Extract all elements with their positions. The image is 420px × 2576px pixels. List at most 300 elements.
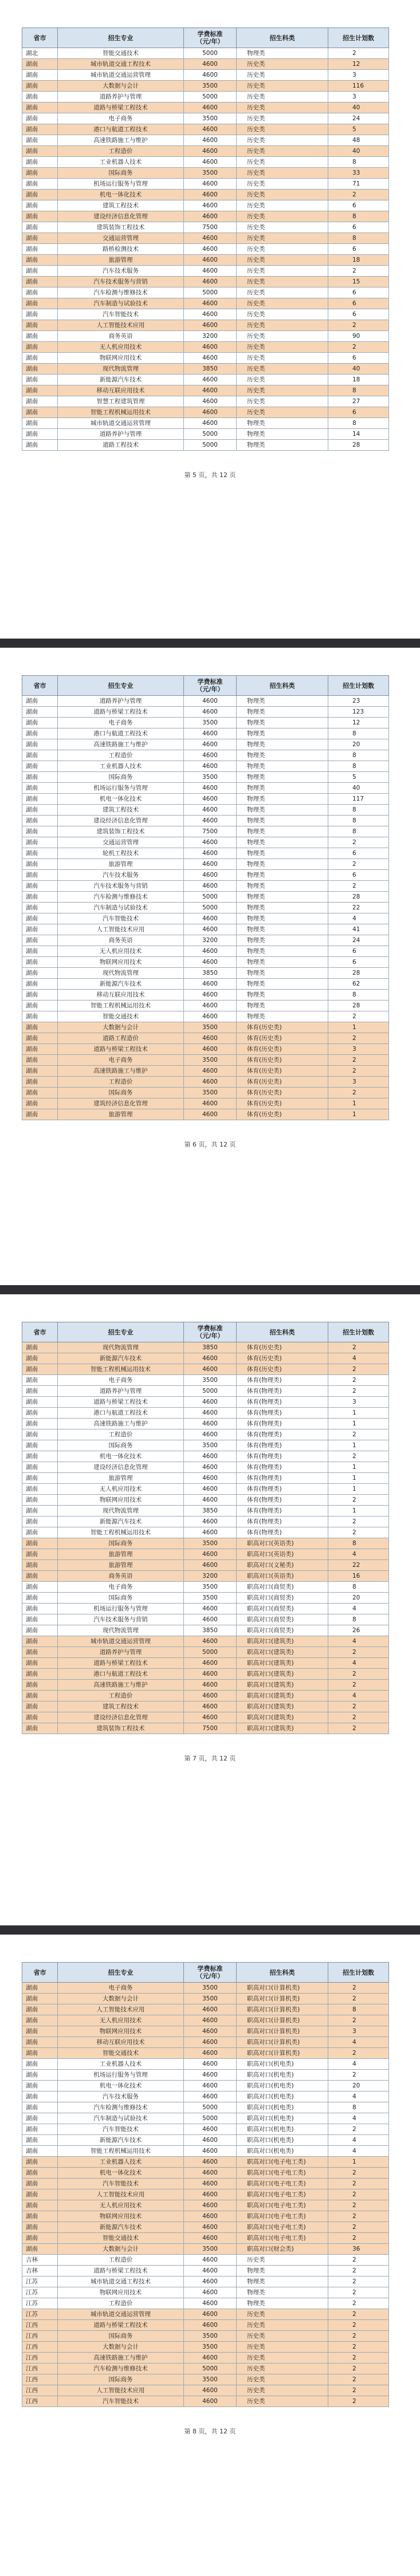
- category-cell: 体育(历史类): [237, 1066, 328, 1077]
- category-cell: 物理类: [237, 718, 328, 728]
- major-cell: 工程造价: [58, 1691, 184, 1701]
- tuition-cell: 4600: [184, 396, 237, 407]
- category-cell: 历史类: [237, 124, 328, 135]
- document-page: [0, 0, 420, 639]
- province-cell: 湖南: [22, 2146, 58, 2157]
- table-row: [22, 739, 389, 750]
- table-row: [22, 309, 389, 320]
- table-row: [22, 1983, 389, 1994]
- major-cell: 建筑装饰工程技术: [58, 222, 184, 233]
- province-cell: 湖南: [22, 1033, 58, 1044]
- table-row: [22, 1397, 389, 1408]
- quota-cell: 2: [328, 1495, 389, 1506]
- table-row: [22, 1517, 389, 1527]
- category-cell: 物理类: [237, 903, 328, 913]
- column-header: 省市: [22, 676, 58, 696]
- category-cell: 职高对口(建筑类): [237, 1658, 328, 1669]
- category-cell: 历史类: [237, 222, 328, 233]
- tuition-cell: 4600: [184, 1429, 237, 1440]
- tuition-cell: 7500: [184, 1723, 237, 1734]
- tuition-cell: 3850: [184, 1625, 237, 1636]
- table-row: [22, 772, 389, 783]
- tuition-cell: 4600: [184, 913, 237, 924]
- major-cell: 电子商务: [58, 1983, 184, 1994]
- category-cell: 体育(历史类): [237, 1088, 328, 1098]
- quota-cell: 2: [328, 2266, 389, 2276]
- major-cell: 汽车技术服务与营销: [58, 1614, 184, 1625]
- tuition-cell: 5000: [184, 1647, 237, 1658]
- table-row: [22, 135, 389, 146]
- quota-cell: 6: [328, 957, 389, 968]
- tuition-cell: 4600: [184, 320, 237, 331]
- tuition-cell: 7500: [184, 222, 237, 233]
- table-row: [22, 2298, 389, 2309]
- quota-cell: 2: [328, 1517, 389, 1527]
- category-cell: 物理类: [237, 794, 328, 805]
- tuition-cell: 3500: [184, 1055, 237, 1066]
- category-cell: 体育(物理类): [237, 1517, 328, 1527]
- major-cell: 物联网应用技术: [58, 2211, 184, 2222]
- category-cell: 物理类: [237, 968, 328, 979]
- major-cell: 城市轨道交通运营管理: [58, 1636, 184, 1647]
- major-cell: 国际商务: [58, 772, 184, 783]
- table-row: [22, 396, 389, 407]
- category-cell: 体育(历史类): [237, 1342, 328, 1353]
- tuition-cell: 3500: [184, 1994, 237, 2004]
- tuition-cell: 4600: [184, 1680, 237, 1691]
- tuition-cell: 3500: [184, 2374, 237, 2385]
- quota-cell: 8: [328, 1614, 389, 1625]
- table-row: [22, 1033, 389, 1044]
- province-cell: 湖南: [22, 968, 58, 979]
- tuition-cell: 5000: [184, 287, 237, 298]
- major-cell: 人工智能技术应用: [58, 2385, 184, 2396]
- major-cell: 工业机器人技术: [58, 761, 184, 772]
- major-cell: 路桥检测技术: [58, 244, 184, 255]
- quota-cell: 24: [328, 935, 389, 946]
- tuition-cell: 4600: [184, 2026, 237, 2037]
- quota-cell: 2: [328, 881, 389, 892]
- category-cell: 职高对口(建筑类): [237, 1691, 328, 1701]
- table-row: [22, 2048, 389, 2059]
- province-cell: 湖南: [22, 135, 58, 146]
- major-cell: 旅游管理: [58, 1560, 184, 1571]
- province-cell: 湖南: [22, 848, 58, 859]
- tuition-cell: 3500: [184, 1582, 237, 1593]
- major-cell: 建筑工程技术: [58, 200, 184, 211]
- table-row: [22, 1044, 389, 1055]
- quota-cell: 40: [328, 364, 389, 375]
- major-cell: 汽车智能技术: [58, 2124, 184, 2135]
- province-cell: 湖南: [22, 750, 58, 761]
- province-cell: 湖南: [22, 1342, 58, 1353]
- category-cell: 职高对口(计算机类): [237, 2037, 328, 2048]
- tuition-cell: 4600: [184, 1408, 237, 1419]
- province-cell: 湖南: [22, 1538, 58, 1549]
- major-cell: 道路养护与管理: [58, 1386, 184, 1397]
- major-cell: 建筑经济信息化管理: [58, 1098, 184, 1109]
- province-cell: 湖南: [22, 696, 58, 707]
- major-cell: 高速铁路施工与维护: [58, 1066, 184, 1077]
- quota-cell: 5: [328, 124, 389, 135]
- province-cell: 湖南: [22, 990, 58, 1001]
- province-cell: 湖南: [22, 728, 58, 739]
- tuition-cell: 4600: [184, 2287, 237, 2298]
- table-row: [22, 2015, 389, 2026]
- tuition-cell: 4600: [184, 979, 237, 990]
- quota-cell: 1: [328, 1506, 389, 1517]
- quota-cell: 2: [328, 2179, 389, 2189]
- category-cell: 物理类: [237, 772, 328, 783]
- major-cell: 汽车技术服务与营销: [58, 277, 184, 287]
- quota-cell: 48: [328, 135, 389, 146]
- quota-cell: 6: [328, 870, 389, 881]
- table-row: [22, 244, 389, 255]
- province-cell: 湖南: [22, 2059, 58, 2070]
- category-cell: 体育(物理类): [237, 1462, 328, 1473]
- category-cell: 历史类: [237, 233, 328, 244]
- tuition-cell: 4600: [184, 1712, 237, 1723]
- major-cell: 物联网应用技术: [58, 1495, 184, 1506]
- category-cell: 物理类: [237, 429, 328, 440]
- table-row: [22, 2113, 389, 2124]
- major-cell: 国际商务: [58, 1088, 184, 1098]
- quota-cell: 22: [328, 903, 389, 913]
- major-cell: 汽车技术服务: [58, 870, 184, 881]
- tuition-cell: 4600: [184, 728, 237, 739]
- tuition-cell: 4600: [184, 1691, 237, 1701]
- category-cell: 历史类: [237, 266, 328, 277]
- quota-cell: 2: [328, 837, 389, 848]
- quota-cell: 6: [328, 222, 389, 233]
- province-cell: 湖南: [22, 59, 58, 70]
- province-cell: 江西: [22, 2364, 58, 2374]
- major-cell: 电子商务: [58, 1582, 184, 1593]
- table-row: [22, 805, 389, 816]
- table-row: [22, 1419, 389, 1429]
- table-row: [22, 707, 389, 718]
- major-cell: 旅游管理: [58, 255, 184, 266]
- major-cell: 电子商务: [58, 1375, 184, 1386]
- tuition-cell: 4600: [184, 881, 237, 892]
- page-footer: 第 8 页，共 12 页: [184, 2428, 236, 2435]
- table-row: [22, 957, 389, 968]
- tuition-cell: 4600: [184, 1077, 237, 1088]
- quota-cell: 3: [328, 2026, 389, 2037]
- table-row: [22, 168, 389, 179]
- category-cell: 职高对口(财会类): [237, 2244, 328, 2255]
- tuition-cell: 4600: [184, 2135, 237, 2146]
- table-row: [22, 968, 389, 979]
- tuition-cell: 4600: [184, 707, 237, 718]
- quota-cell: 3: [328, 1077, 389, 1088]
- major-cell: 现代物流管理: [58, 1506, 184, 1517]
- tuition-cell: 4600: [184, 190, 237, 200]
- tuition-cell: 4600: [184, 2048, 237, 2059]
- major-cell: 新能源汽车技术: [58, 1353, 184, 1364]
- major-cell: 建设经济信息化管理: [58, 211, 184, 222]
- tuition-cell: 3500: [184, 1022, 237, 1033]
- province-cell: 湖南: [22, 2070, 58, 2081]
- tuition-cell: 4600: [184, 103, 237, 113]
- table-row: [22, 1408, 389, 1419]
- province-cell: 湖南: [22, 1983, 58, 1994]
- quota-cell: 20: [328, 1593, 389, 1604]
- major-cell: 人工智能技术应用: [58, 2004, 184, 2015]
- category-cell: 职高对口(电子电工类): [237, 2233, 328, 2244]
- document-page: [0, 1935, 420, 2576]
- major-cell: 港口与航道工程技术: [58, 1408, 184, 1419]
- major-cell: 道路养护与管理: [58, 429, 184, 440]
- quota-cell: 8: [328, 418, 389, 429]
- tuition-cell: 4600: [184, 2385, 237, 2396]
- major-cell: 道路与桥梁工程技术: [58, 103, 184, 113]
- quota-cell: 4: [328, 1691, 389, 1701]
- table-row: [22, 1680, 389, 1691]
- quota-cell: 4: [328, 913, 389, 924]
- major-cell: 智能工程机械运用技术: [58, 2146, 184, 2157]
- tuition-cell: 4600: [184, 946, 237, 957]
- province-cell: 湖南: [22, 794, 58, 805]
- tuition-cell: 5000: [184, 440, 237, 451]
- table-row: [22, 2059, 389, 2070]
- table-row: [22, 298, 389, 309]
- category-cell: 历史类: [237, 331, 328, 342]
- tuition-cell: 4600: [184, 2276, 237, 2287]
- column-header: 省市: [22, 1322, 58, 1342]
- major-cell: 城市轨道交通工程技术: [58, 59, 184, 70]
- table-header-row: [22, 676, 389, 696]
- category-cell: 职高对口(建筑类): [237, 1712, 328, 1723]
- major-cell: 旅游管理: [58, 859, 184, 870]
- tuition-cell: 4600: [184, 2081, 237, 2091]
- table-row: [22, 2189, 389, 2200]
- table-row: [22, 2374, 389, 2385]
- major-cell: 建设经济信息化管理: [58, 1712, 184, 1723]
- province-cell: 湖南: [22, 2113, 58, 2124]
- category-cell: 物理类: [237, 935, 328, 946]
- province-cell: 湖南: [22, 211, 58, 222]
- column-header: 招生计划数: [328, 28, 389, 48]
- category-cell: 职高对口(计算机类): [237, 1983, 328, 1994]
- province-cell: 湖南: [22, 287, 58, 298]
- quota-cell: 20: [328, 739, 389, 750]
- category-cell: 体育(历史类): [237, 1033, 328, 1044]
- tuition-cell: 5000: [184, 2102, 237, 2113]
- tuition-cell: 4600: [184, 805, 237, 816]
- province-cell: 江西: [22, 2353, 58, 2364]
- major-cell: 国际商务: [58, 1538, 184, 1549]
- category-cell: 职高对口(计算机类): [237, 2015, 328, 2026]
- major-cell: 道路工程造价: [58, 1033, 184, 1044]
- tuition-cell: 4600: [184, 1011, 237, 1022]
- category-cell: 历史类: [237, 2396, 328, 2407]
- quota-cell: 1: [328, 1419, 389, 1429]
- table-row: [22, 2026, 389, 2037]
- page-separator: [0, 1925, 420, 1935]
- table-row: [22, 870, 389, 881]
- province-cell: 湖南: [22, 2233, 58, 2244]
- table-row: [22, 1571, 389, 1582]
- category-cell: 职高对口(机电类): [237, 2146, 328, 2157]
- category-cell: 历史类: [237, 2353, 328, 2364]
- column-header: 招生科类: [237, 1322, 328, 1342]
- table-row: [22, 200, 389, 211]
- province-cell: 湖南: [22, 244, 58, 255]
- tuition-cell: 3500: [184, 2331, 237, 2342]
- table-row: [22, 2211, 389, 2222]
- table-row: [22, 331, 389, 342]
- quota-cell: 36: [328, 2244, 389, 2255]
- tuition-cell: 4600: [184, 2255, 237, 2266]
- quota-cell: 117: [328, 794, 389, 805]
- province-cell: 湖南: [22, 826, 58, 837]
- tuition-cell: 4600: [184, 1484, 237, 1495]
- category-cell: 历史类: [237, 385, 328, 396]
- province-cell: 湖南: [22, 1397, 58, 1408]
- quota-cell: 4: [328, 2091, 389, 2102]
- category-cell: 体育(历史类): [237, 1055, 328, 1066]
- table-row: [22, 2179, 389, 2189]
- tuition-cell: 4600: [184, 1451, 237, 1462]
- quota-cell: 4: [328, 1549, 389, 1560]
- tuition-cell: 4600: [184, 2037, 237, 2048]
- tuition-cell: 4600: [184, 200, 237, 211]
- quota-cell: 1: [328, 2157, 389, 2168]
- major-cell: 大数据与会计: [58, 1022, 184, 1033]
- table-row: [22, 783, 389, 794]
- major-cell: 新能源汽车技术: [58, 2222, 184, 2233]
- province-cell: 湖南: [22, 1560, 58, 1571]
- category-cell: 物理类: [237, 48, 328, 59]
- major-cell: 道路养护与管理: [58, 92, 184, 103]
- table-row: [22, 1593, 389, 1604]
- major-cell: 建设经济信息化管理: [58, 816, 184, 826]
- major-cell: 国际商务: [58, 2331, 184, 2342]
- category-cell: 体育(物理类): [237, 1440, 328, 1451]
- major-cell: 智能工程机械运用技术: [58, 1364, 184, 1375]
- province-cell: 湖南: [22, 1593, 58, 1604]
- tuition-cell: 3500: [184, 1088, 237, 1098]
- province-cell: 江西: [22, 2396, 58, 2407]
- tuition-cell: 4600: [184, 2157, 237, 2168]
- major-cell: 道路与桥梁工程技术: [58, 1397, 184, 1408]
- major-cell: 机电一体化技术: [58, 2081, 184, 2091]
- table-row: [22, 1636, 389, 1647]
- province-cell: 吉林: [22, 2266, 58, 2276]
- tuition-cell: 4600: [184, 1701, 237, 1712]
- quota-cell: 2: [328, 2200, 389, 2211]
- category-cell: 历史类: [237, 244, 328, 255]
- major-cell: 道路与桥梁工程技术: [58, 1658, 184, 1669]
- table-row: [22, 70, 389, 81]
- tuition-cell: 4600: [184, 135, 237, 146]
- quota-cell: 6: [328, 407, 389, 418]
- table-row: [22, 124, 389, 135]
- quota-cell: 2: [328, 2331, 389, 2342]
- category-cell: 职高对口(建筑类): [237, 1669, 328, 1680]
- major-cell: 工业机器人技术: [58, 2157, 184, 2168]
- quota-cell: 33: [328, 168, 389, 179]
- major-cell: 机场运行服务与管理: [58, 2070, 184, 2081]
- category-cell: 历史类: [237, 2342, 328, 2353]
- province-cell: 湖南: [22, 255, 58, 266]
- table-row: [22, 2233, 389, 2244]
- table-row: [22, 1342, 389, 1353]
- tuition-cell: 3500: [184, 168, 237, 179]
- major-cell: 建筑装饰工程技术: [58, 1723, 184, 1734]
- quota-cell: 15: [328, 277, 389, 287]
- table-row: [22, 913, 389, 924]
- table-row: [22, 2385, 389, 2396]
- quota-cell: 1: [328, 1484, 389, 1495]
- tuition-cell: 3500: [184, 1593, 237, 1604]
- category-cell: 历史类: [237, 157, 328, 168]
- province-cell: 湖南: [22, 364, 58, 375]
- province-cell: 湖南: [22, 396, 58, 407]
- table-header-row: [22, 1963, 389, 1983]
- quota-cell: 8: [328, 761, 389, 772]
- tuition-cell: 3500: [184, 772, 237, 783]
- quota-cell: 6: [328, 287, 389, 298]
- quota-cell: 2: [328, 190, 389, 200]
- quota-cell: 116: [328, 81, 389, 92]
- table-row: [22, 113, 389, 124]
- major-cell: 新能源汽车技术: [58, 2135, 184, 2146]
- major-cell: 大数据与会计: [58, 2342, 184, 2353]
- tuition-cell: 5000: [184, 92, 237, 103]
- tuition-cell: 3500: [184, 113, 237, 124]
- enrollment-table: [22, 1322, 389, 1734]
- category-cell: 职高对口(建筑类): [237, 1647, 328, 1658]
- major-cell: 现代物流管理: [58, 364, 184, 375]
- province-cell: 湖南: [22, 70, 58, 81]
- province-cell: 湖南: [22, 892, 58, 903]
- province-cell: 湖南: [22, 113, 58, 124]
- category-cell: 历史类: [237, 70, 328, 81]
- tuition-cell: 4600: [184, 353, 237, 364]
- province-cell: 湖南: [22, 1658, 58, 1669]
- quota-cell: 28: [328, 892, 389, 903]
- category-cell: 物理类: [237, 816, 328, 826]
- tuition-cell: 4600: [184, 2309, 237, 2320]
- table-row: [22, 1011, 389, 1022]
- table-row: [22, 407, 389, 418]
- province-cell: 湖南: [22, 2004, 58, 2015]
- table-row: [22, 1625, 389, 1636]
- province-cell: 湖南: [22, 1517, 58, 1527]
- quota-cell: 1: [328, 1109, 389, 1120]
- province-cell: 江西: [22, 2331, 58, 2342]
- province-cell: 湖南: [22, 1680, 58, 1691]
- table-row: [22, 342, 389, 353]
- category-cell: 职高对口(机电类): [237, 2102, 328, 2113]
- category-cell: 历史类: [237, 375, 328, 385]
- major-cell: 现代物流管理: [58, 1342, 184, 1353]
- table-row: [22, 287, 389, 298]
- major-cell: 工业机器人技术: [58, 157, 184, 168]
- enrollment-table: [22, 1962, 389, 2407]
- quota-cell: 2: [328, 1375, 389, 1386]
- province-cell: 湖南: [22, 92, 58, 103]
- tuition-cell: 4600: [184, 990, 237, 1001]
- category-cell: 职高对口(电子电工类): [237, 2222, 328, 2233]
- category-cell: 历史类: [237, 2385, 328, 2396]
- quota-cell: 2: [328, 2298, 389, 2309]
- tuition-cell: 3500: [184, 2244, 237, 2255]
- major-cell: 大数据与会计: [58, 81, 184, 92]
- table-row: [22, 2244, 389, 2255]
